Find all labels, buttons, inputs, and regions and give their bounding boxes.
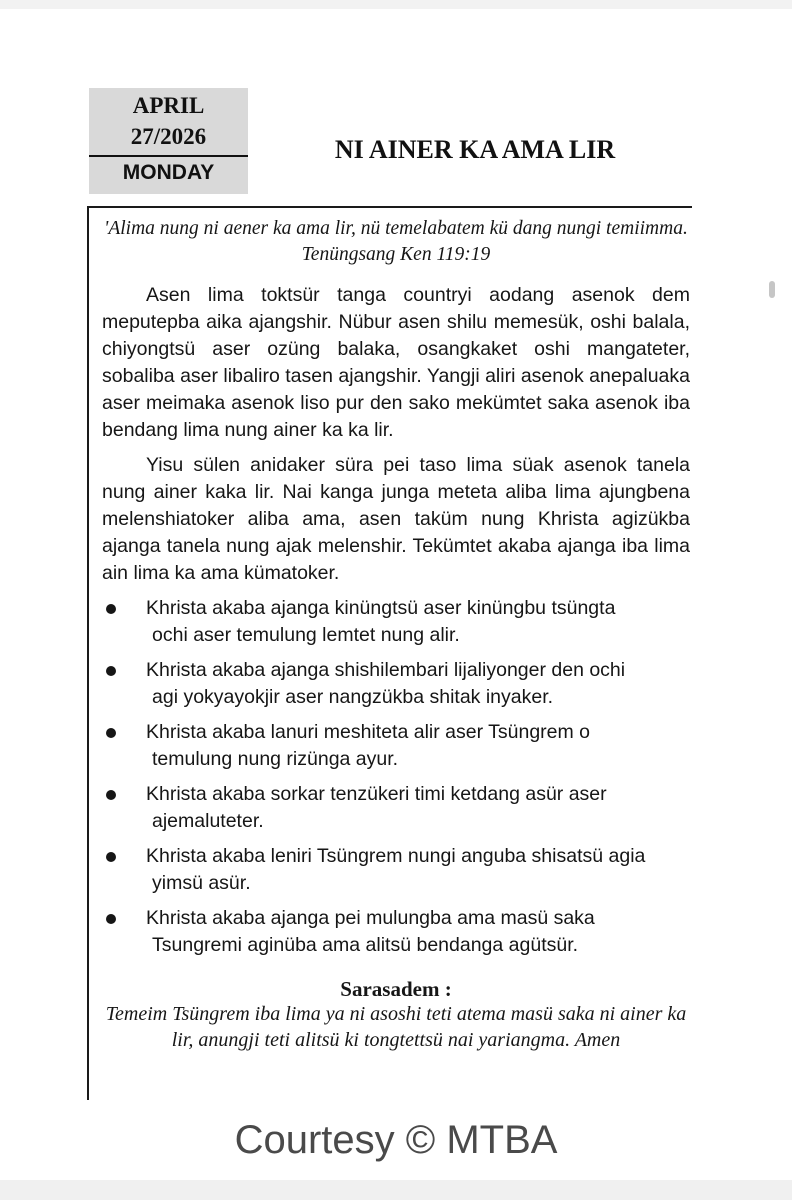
bullet-line: temulung nung rizünga ayur. [152, 748, 399, 770]
courtesy-footer: Courtesy © MTBA [234, 1118, 558, 1162]
scripture-verse: 'Alima nung ni aener ka ama lir, nü temelabatem kü dang nungi temiimma. Tenüngsang Ken 119:19 [104, 218, 688, 265]
scrollbar-thumb[interactable] [769, 281, 775, 298]
prayer-heading: Sarasadem : [340, 977, 452, 1001]
date-weekday: MONDAY [122, 161, 215, 184]
bottom-edge [0, 1180, 792, 1200]
bullet-dot-icon [106, 666, 116, 676]
bullet-line: ochi aser temulung lemtet nung alir. [152, 624, 460, 646]
bullet-dot-icon [106, 852, 116, 862]
prayer-text: Temeim Tsüngrem iba lima ya ni asoshi teti atema masü saka ni ainer ka lir, anungji teti alitsü ki tongtettsü nai yariangma. Amen [105, 1003, 687, 1051]
frame-left-border [87, 206, 89, 1100]
list-item [102, 843, 690, 897]
devotional-body [102, 216, 690, 1053]
bullet-line: yimsü asür. [152, 872, 251, 894]
date-month: APRIL [132, 93, 205, 118]
paragraph-1: Asen lima toktsür tanga countryi aodang asenok dem meputepba aika ajangshir. Nübur asen shilu memesük, oshi balala, chiyongtsü aser ozüng balaka, osangkaket oshi mangateter, sobaliba aser libaliro tasen ajangshir. Yangji aliri asenok anepaluaka aser meimaka asenok liso pur den sako mekümtet saka asenok iba bendang lima nung ainer ka ka lir. [102, 284, 690, 441]
bullet-dot-icon [106, 728, 116, 738]
bullet-list [102, 595, 690, 959]
bullet-dot-icon [106, 914, 116, 924]
list-item [102, 905, 690, 959]
bullet-line: Khrista akaba ajanga pei mulungba ama masü saka [146, 907, 595, 929]
list-item [102, 719, 690, 773]
page-title: NI AINER KA AMA LIR [334, 135, 616, 164]
bullet-line: Tsungremi aginüba ama alitsü bendanga agütsür. [152, 934, 579, 956]
date-divider [89, 155, 248, 157]
list-item [102, 595, 690, 649]
bullet-line: Khrista akaba lanuri meshiteta alir aser Tsüngrem o [146, 721, 591, 743]
bullet-line: Khrista akaba leniri Tsüngrem nungi anguba shisatsü agia [146, 845, 646, 867]
date-day: 27/2026 [130, 124, 207, 149]
date-box [89, 88, 248, 194]
bullet-line: Khrista akaba sorkar tenzükeri timi ketdang asür aser [146, 783, 607, 805]
bullet-line: agi yokyayokjir aser nangzükba shitak inyaker. [152, 686, 554, 708]
bullet-line: Khrista akaba ajanga shishilembari lijaliyonger den ochi [146, 659, 626, 681]
bullet-line: ajemaluteter. [152, 810, 264, 832]
bullet-line: Khrista akaba ajanga kinüngtsü aser kinüngbu tsüngta [146, 597, 616, 619]
top-edge [0, 0, 792, 9]
bullet-dot-icon [106, 604, 116, 614]
frame-top-border [87, 206, 692, 208]
bullet-dot-icon [106, 790, 116, 800]
list-item [102, 781, 690, 835]
paragraph-2: Yisu sülen anidaker süra pei taso lima süak asenok tanela nung ainer kaka lir. Nai kanga junga meteta aliba lima ajungbena melenshiatoker aliba ama, asen taküm nung Khrista agizükba ajanga tanela nung ajak melenshir. Tekümtet akaba ajanga iba lima ain lima ka ama kümatoker. [102, 454, 690, 584]
list-item [102, 657, 690, 711]
